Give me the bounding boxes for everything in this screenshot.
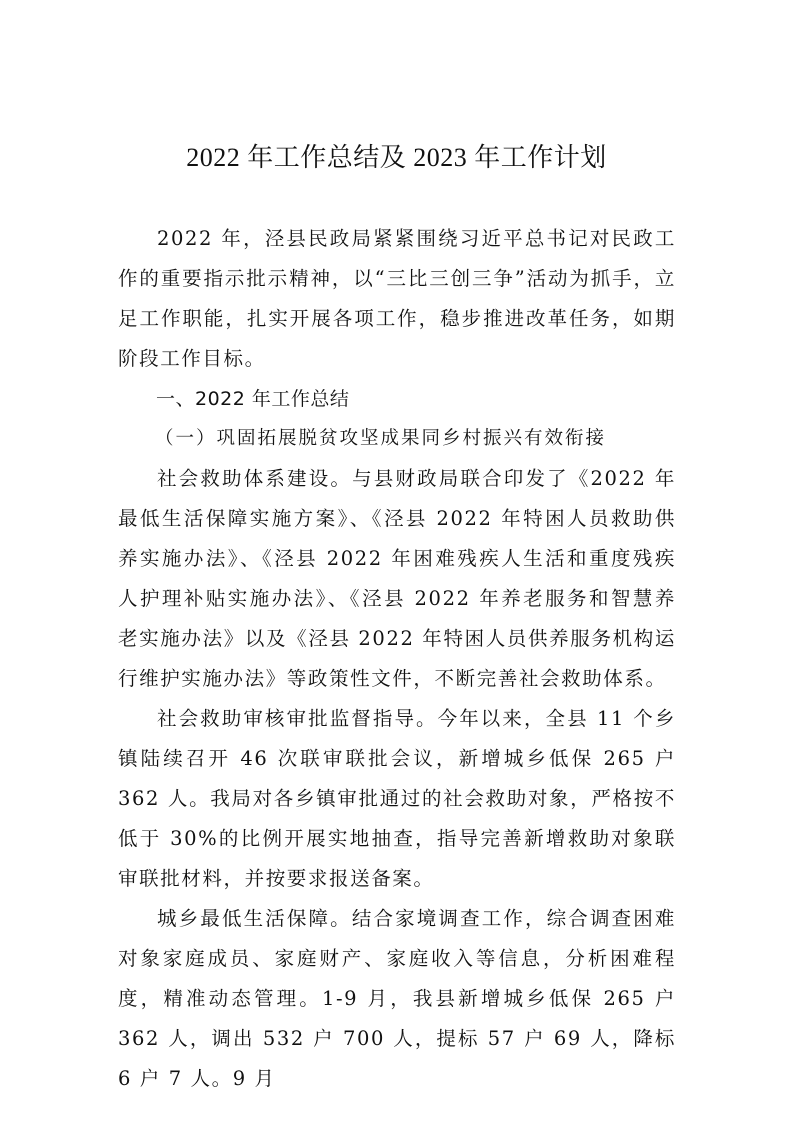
subsection-heading: （一）巩固拓展脱贫攻坚成果同乡村振兴有效衔接 (155, 428, 607, 449)
paragraph-social-assistance-system: 社会救助体系建设。与县财政局联合印发了《2022 年最低生活保障实施方案》、《泾县 2022 年特困人员救助供养实施办法》、《泾县 2022 年困难残疾人生活和重度残疾人护理补贴实施办法》、《泾县 2022 年养老服务和智慧养老实施办法》以及《泾县 2022 年特困人员供养服务机构运行维护实施办法》等政策性文件，不断完善社会救助体系。 (118, 467, 676, 690)
paragraph-minimum-living-security: 城乡最低生活保障。结合家境调查工作，综合调查困难对象家庭成员、家庭财产、家庭收入等信息，分析困难程度，精准动态管理。1-9 月，我县新增城乡低保 265 户 362 人，调出 532 户 700 人，提标 57 户 69 人，降标 6 户 7 人。9 月 (118, 907, 676, 1090)
document-title: 2022 年工作总结及 2023 年工作计划 (186, 143, 607, 172)
paragraph-approval-supervision: 社会救助审核审批监督指导。今年以来，全县 11 个乡镇陆续召开 46 次联审联批会议，新增城乡低保 265 户 362 人。我局对各乡镇审批通过的社会救助对象，严格按不低于 30%的比例开展实地抽查，指导完善新增救助对象联审联批材料，并按要求报送备案。 (118, 707, 676, 890)
document-body (118, 219, 676, 1099)
section-heading: 一、2022 年工作总结 (156, 388, 350, 410)
intro-paragraph: 2022 年，泾县民政局紧紧围绕习近平总书记对民政工作的重要指示批示精神，以“三比三创三争”活动为抓手，立足工作职能，扎实开展各项工作，稳步推进改革任务，如期阶段工作目标。 (118, 227, 676, 370)
